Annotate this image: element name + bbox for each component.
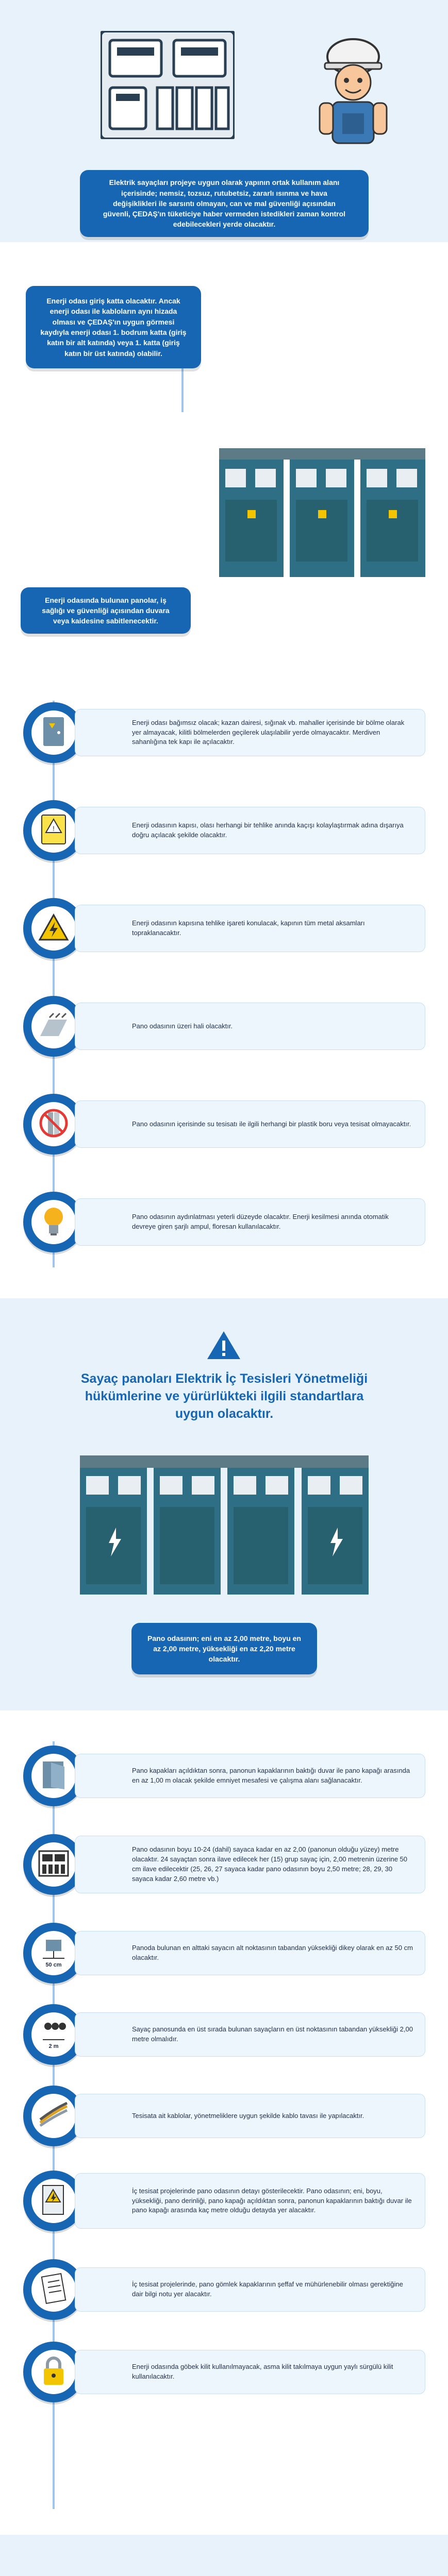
light-bulb-icon xyxy=(42,1206,65,1239)
dust-free-floor-icon xyxy=(38,1012,69,1041)
energy-room-floor-text: Enerji odası giriş katta olacaktır. Ancak enerji odası ile kabloların aynı hizada olması ve ÇEDAŞ'ın uygun görmesi kaydıyla enerji odası 1. bodrum katta (giriş katın bir alt katında) veya 1. katta (giriş katın bir üst katında) olabilir. xyxy=(26,286,201,368)
meter-panel-standard-section xyxy=(0,1298,448,1710)
intro-text-box: Elektrik sayaçları projeye uygun olarak yapının ortak kullanım alanı içerisinde; nemsiz, tozsuz, rutubetsiz, zararlı ısınma ve hava değişiklikleri ile sarsıntı olmayan, can ve mal güvenliği açısından güvenli, ÇEDAŞ'ın tüketiciye haber vermeden istedikleri zaman kontrol edebilecekleri yerde olacaktır. xyxy=(80,170,369,237)
cables-icon xyxy=(38,2102,69,2130)
rule-card-3: Enerji odasının kapısına tehlike işareti konulacak, kapının tüm metal aksamları topraklanacaktır. xyxy=(75,905,425,952)
standard-title: Sayaç panoları Elektrik İç Tesisleri Yönetmeliği hükümlerine ve yürürlükteki ilgili standartlara uygun olacaktır. xyxy=(80,1371,368,1421)
meter-panels-illustration xyxy=(80,1455,369,1595)
energy-room-location-section xyxy=(0,242,448,670)
meter-panel-icon xyxy=(38,1850,69,1879)
padlock-icon xyxy=(42,2356,65,2388)
panel-door-icon xyxy=(41,1759,67,1793)
danger-sign-icon xyxy=(41,814,67,848)
intro-section xyxy=(0,0,448,242)
rule-card-2: Enerji odasının kapısı, olası herhangi bir tehlike anında kaçışı kolaylaştırmak adına dışarıya doğru açılacak şekilde olacaktır. xyxy=(75,807,425,854)
timeline-line xyxy=(53,701,55,1267)
panel-fixing-text: Enerji odasında bulunan panolar, iş sağlığı ve güvenliği açısından duvara veya kaidesine sabitlenecektir. xyxy=(21,587,191,634)
detail-card-6: İç tesisat projelerinde pano odasının detayı gösterilecektir. Pano odasının; eni, boyu, yüksekliği, pano derinliği, pano kapağı açıldıktan sonra, panonun kapaklarının baktığı duvar ile pano kapağı arasında kaç metre olduğu detayda yer alacaktır. xyxy=(75,2173,425,2229)
switchgear-panels-illustration xyxy=(219,448,425,577)
height-label-2m: 2 m xyxy=(48,2043,59,2049)
height-label-50cm: 50 cm xyxy=(45,1961,62,1968)
door-icon xyxy=(42,716,65,750)
panel-room-details-section xyxy=(0,1710,448,2535)
rule-card-6: Pano odasının aydınlatması yeterli düzeyde olacaktır. Enerji kesilmesi anında otomatik devreye giren şarjlı ampul, floresan kullanılacaktır. xyxy=(75,1198,425,1246)
room-dimension-text: Pano odasının; eni en az 2,00 metre, boyu en az 2,00 metre, yüksekliği en az 2,20 metre olacaktır. xyxy=(131,1623,317,1674)
rule-card-4: Pano odasının üzeri hali olacaktır. xyxy=(75,1003,425,1050)
detail-card-4: Sayaç panosunda en üst sırada bulunan sayaçların en üst noktasının tabandan yüksekliği 2,00 metre olmalıdır. xyxy=(75,2012,425,2057)
detail-card-3: Panoda bulunan en alttaki sayacın alt noktasının tabandan yüksekliği dikey olarak en az 50 cm olacaktır. xyxy=(75,1931,425,1975)
project-warning-icon xyxy=(41,2184,67,2218)
high-voltage-icon xyxy=(38,913,69,944)
detail-card-7: İç tesisat projelerinde, pano gömlek kapaklarının şeffaf ve mühürlenebilir olması gerektiğine dair bilgi notu yer alacaktır. xyxy=(75,2267,425,2312)
warning-triangle-icon xyxy=(206,1329,242,1361)
detail-card-2: Pano odasının boyu 10-24 (dahil) sayaca kadar en az 2,00 (panonun olduğu yüzey) metre olacaktır. 24 sayaçtan sonra ilave edilecek her (15) grup sayaç için, 2,00 metrenin üzerine 50 cm ilave edilecektir (25, 26, 27 sayaca kadar pano odasının boyu 2,50 metre; 28, 29, 30 sayaca kadar 2,60 metre vb.) xyxy=(75,1836,425,1893)
top-height-icon xyxy=(41,2020,67,2043)
energy-room-rules-section xyxy=(0,670,448,1298)
rule-card-1: Enerji odası bağımsız olacak; kazan dairesi, sığınak vb. mahaller içerisinde bir bölme olarak yer almayacak, kilitli bölmelerden geçilerek ulaşılabilir yerde olmayacaktır. Merdiven sahanlığına tek kapı ile açılacaktır. xyxy=(75,709,425,756)
svg-text:!: ! xyxy=(53,824,55,833)
detail-card-8: Enerji odasında göbek kilit kullanılmayacak, asma kilit takılmaya uygun yaylı sürgülü kilit kullanılacaktır. xyxy=(75,2350,425,2394)
electric-meter-box-illustration xyxy=(101,31,235,139)
documents-section xyxy=(0,2535,448,2576)
detail-card-5: Tesisata ait kablolar, yönetmeliklere uygun şekilde kablo tavası ile yapılacaktır. xyxy=(75,2094,425,2138)
document-icon xyxy=(41,2273,67,2307)
detail-card-1: Pano kapakları açıldıktan sonra, panonun kapaklarının baktığı duvar ile pano kapağı arasında en az 1,00 m olacak şekilde emniyet mesafesi ve çalışma alanı sağlanacaktır. xyxy=(75,1754,425,1798)
rule-card-5: Pano odasının içerisinde su tesisatı ile ilgili herhangi bir plastik boru veya tesisat olmayacaktır. xyxy=(75,1100,425,1148)
electrician-illustration xyxy=(309,36,397,155)
no-pipes-icon xyxy=(39,1108,69,1141)
floor-height-icon xyxy=(41,1939,67,1962)
